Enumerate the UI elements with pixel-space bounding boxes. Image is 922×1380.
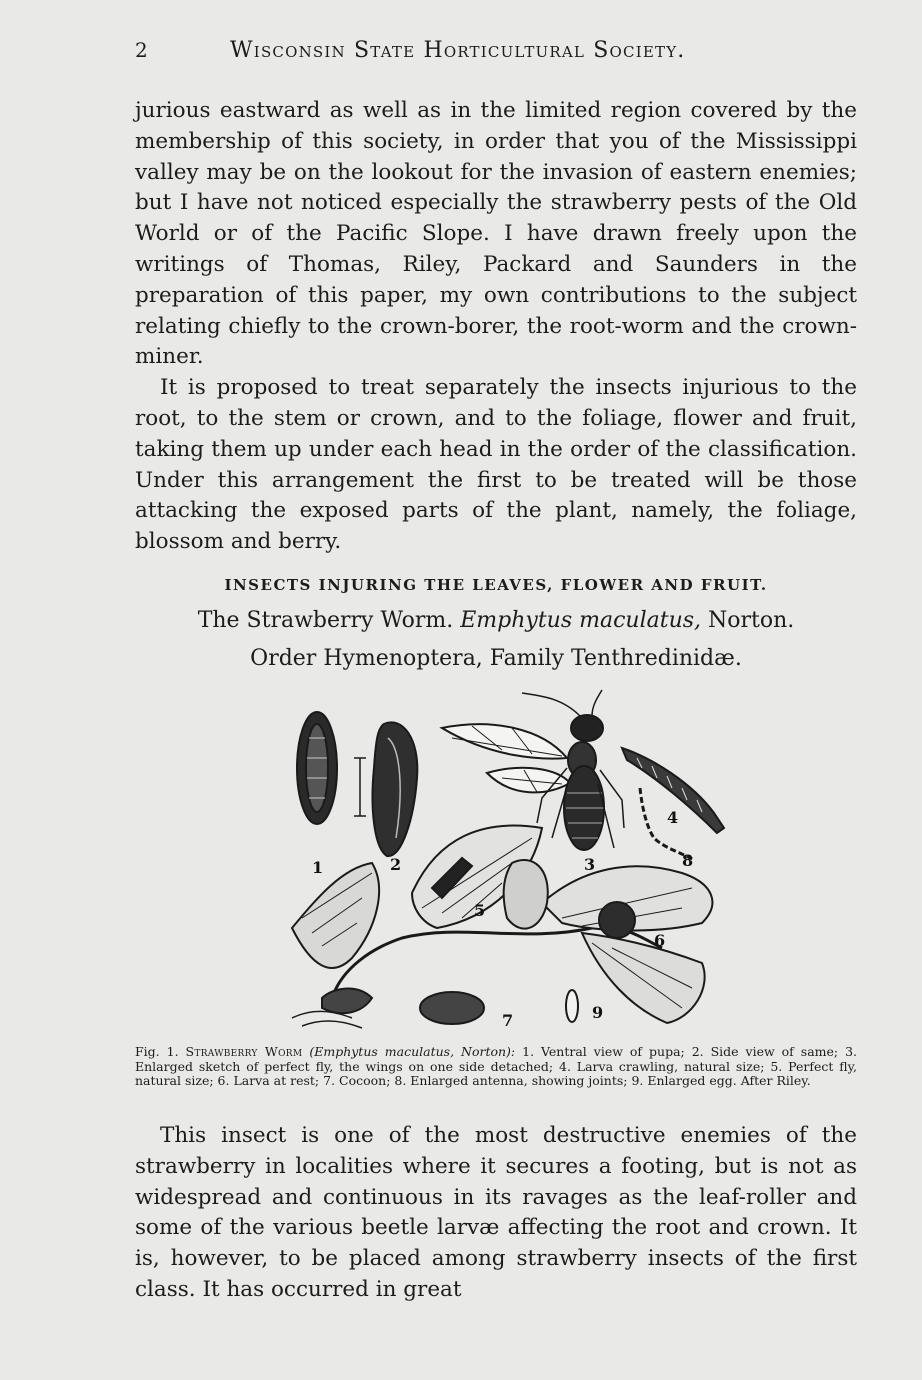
order-family-line: Order Hymenoptera, Family Tenthredinidæ.: [250, 646, 742, 671]
figure-label-4: 4: [667, 808, 679, 827]
species-author: Norton.: [708, 608, 795, 633]
figure-label-1: 1: [312, 858, 324, 877]
pupa-side-drawing: [373, 722, 418, 856]
strawberry-worm-illustration: [262, 688, 732, 1033]
figure-label-8: 8: [682, 851, 694, 870]
figure-label-5: 5: [474, 901, 486, 920]
figure-label-3: 3: [584, 855, 596, 874]
section-heading: INSECTS INJURING THE LEAVES, FLOWER AND FRUIT.: [224, 576, 768, 594]
strawberry-plant-drawing: [292, 826, 712, 1028]
paragraph-2: It is proposed to treat separately the insects injurious to the root, to the stem or crown, and to the foliage, flower and fruit, taking them up under each head in the order of the classification. Under this arrangement the first to be treated will be those attacking the exposed parts of the plant, namely, the foliage, blossom and berry.: [135, 375, 857, 555]
intro-text: [135, 96, 857, 558]
cocoon-drawing: [420, 992, 484, 1024]
engraving: [262, 688, 732, 1033]
caption-name: Strawberry Worm: [185, 1044, 303, 1059]
figure-caption: [135, 1045, 857, 1089]
larva-rest-drawing: [599, 902, 635, 938]
pupa-ventral-drawing: [297, 712, 337, 824]
species-latin-name: Emphytus maculatus,: [460, 608, 702, 633]
paragraph-1: jurious eastward as well as in the limited region covered by the membership of this society, in order that you of the Mississippi valley may be on the lookout for the invasion of eastern enemies; but I have not noticed especially the strawberry pests of the Old World or of the Pacific Slope. I have drawn freely upon the writings of Thomas, Riley, Packard and Saunders in the preparation of this paper, my own contributions to the subject relating chiefly to the crown-borer, the root-worm and the crown-miner.: [135, 98, 857, 370]
caption-text: 1. Ventral view of pupa; 2. Side view of same; 3. Enlarged sketch of perfect fly, the wings on one side detached; 4. Larva crawling, natural size; 5. Perfect fly, natural size; 6. Larva at rest; 7. Cocoon; 8. Enlarged antenna, showing joints; 9. Enlarged egg. After Riley.: [135, 1044, 858, 1088]
species-common-name: The Strawberry Worm.: [197, 608, 454, 633]
page-number: 2: [135, 38, 149, 62]
figure-label-6: 6: [654, 931, 666, 950]
figure-label-7: 7: [502, 1011, 514, 1030]
figure-label-2: 2: [390, 855, 402, 874]
species-title: [135, 608, 857, 633]
continuation-text: [135, 1121, 857, 1306]
caption-fig-number: Fig. 1.: [135, 1044, 179, 1059]
running-title: Wisconsin State Horticultural Society.: [230, 38, 686, 63]
caption-latin: (Emphytus maculatus, Norton):: [309, 1044, 516, 1059]
egg-drawing: [566, 990, 578, 1022]
figure-label-9: 9: [592, 1003, 604, 1022]
paragraph-3: This insect is one of the most destructive enemies of the strawberry in localities where it secures a footing, but is not as widespread and continuous in its ravages as the leaf-roller and some of the various beetle larvæ affecting the root and crown. It is, however, to be placed among strawberry insects of the first class. It has occurred in great: [135, 1123, 857, 1302]
